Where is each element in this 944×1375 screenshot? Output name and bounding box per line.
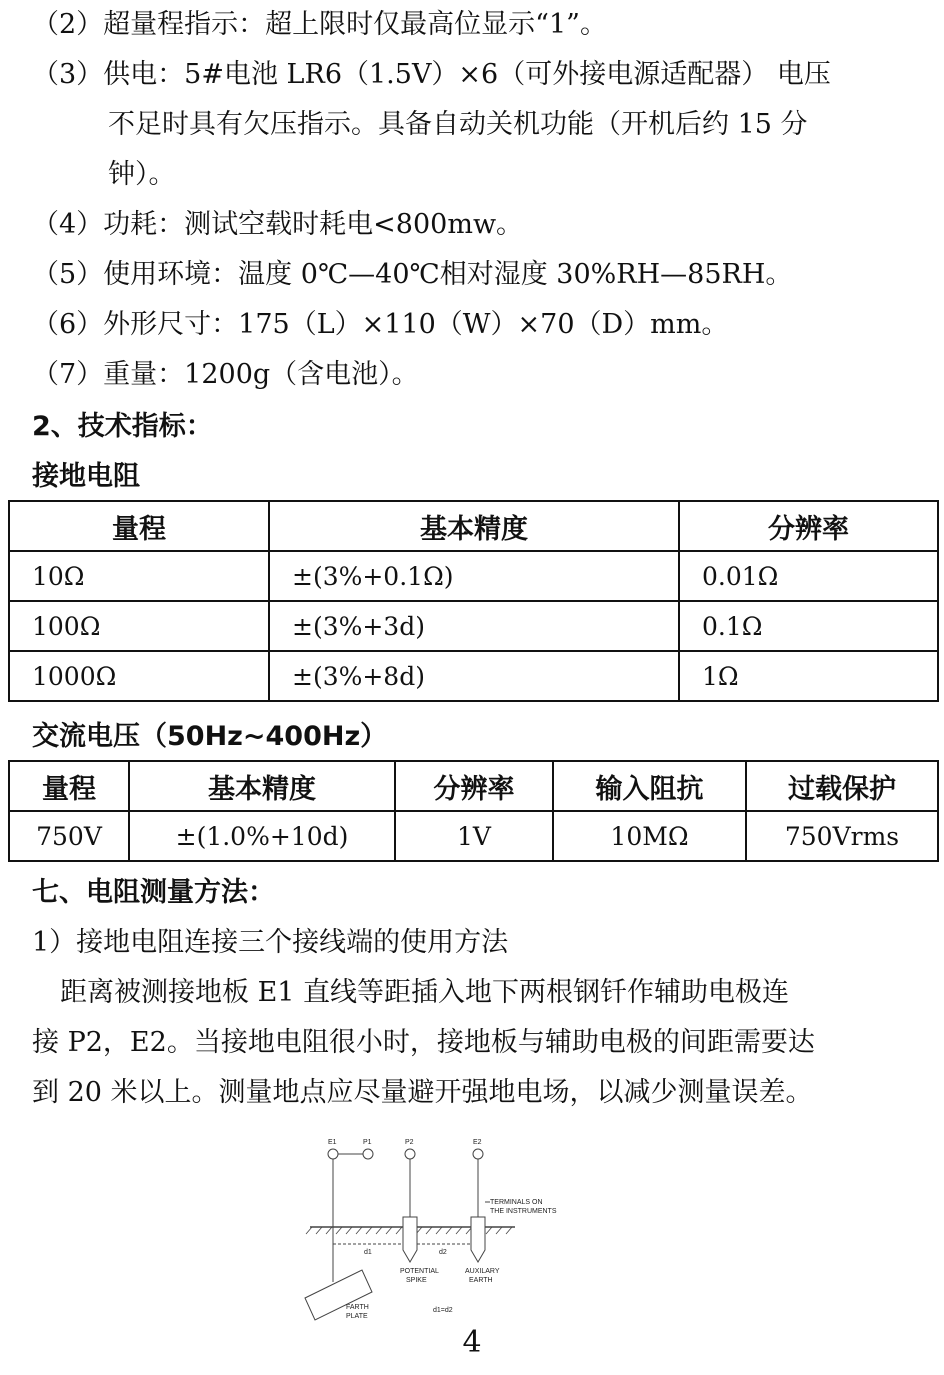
method-paragraph-line: 接 P2，E2。当接地电阻很小时，接地板与辅助电极的间距需要达 [32,1027,815,1058]
label-potential-line2: SPIKE [406,1277,427,1284]
header-range: 量程 [9,501,269,551]
cell-range: 1000Ω [9,651,269,701]
label-d1: d1 [364,1249,372,1256]
header-overload: 过载保护 [746,761,938,811]
spec-item-7: （7）重量：1200g（含电池）。 [32,359,419,390]
label-e1: E1 [328,1139,337,1146]
table-header-row [9,761,938,811]
header-range: 量程 [9,761,129,811]
potential-spike [403,1217,417,1262]
header-input-impedance: 输入阻抗 [553,761,746,811]
table-row [9,811,938,861]
auxiliary-spike [471,1217,485,1262]
section-heading-tech: 2、技术指标： [32,411,213,442]
ac-voltage-table [8,760,939,862]
terminal-e1 [328,1149,338,1159]
header-accuracy: 基本精度 [269,501,679,551]
table-row [9,601,938,651]
terminal-p2 [405,1149,415,1159]
table-row [9,651,938,701]
header-resolution: 分辨率 [395,761,553,811]
label-terminals-line1: TERMINALS ON [490,1199,543,1206]
label-aux-line2: EARTH [469,1277,493,1284]
cell-range: 100Ω [9,601,269,651]
table-header-row [9,501,938,551]
cell-overload: 750Vrms [746,811,938,861]
earth-resistance-table [8,500,939,702]
label-plate-line1: FARTH [346,1304,369,1311]
spec-item-6: （6）外形尺寸：175（L）×110（W）×70（D）mm。 [32,309,729,340]
ac-table-caption: 交流电压（50Hz~400Hz） [32,721,388,752]
cell-accuracy: ±(1.0%+10d) [129,811,395,861]
page-number: 4 [462,1325,482,1360]
label-potential-line1: POTENTIAL [400,1268,439,1275]
spec-item-3-cont: 不足时具有欠压指示。具备自动关机功能（开机后约 15 分 [108,109,808,140]
label-e2: E2 [473,1139,482,1146]
label-plate-line2: PLATE [346,1313,368,1320]
header-accuracy: 基本精度 [129,761,395,811]
cell-range: 10Ω [9,551,269,601]
earth-test-diagram [300,1132,600,1327]
spec-item-5: （5）使用环境：温度 0℃—40℃相对湿度 30%RH—85RH。 [32,259,793,290]
spec-item-3: （3）供电：5#电池 LR6（1.5V）×6（可外接电源适配器） 电压 [32,59,831,90]
spec-item-4: （4）功耗：测试空载时耗电<800mw。 [32,209,524,240]
label-aux-line1: AUXILARY [465,1268,500,1275]
header-resolution: 分辨率 [679,501,938,551]
cell-resolution: 1Ω [679,651,938,701]
cell-resolution: 0.1Ω [679,601,938,651]
spec-item-3-cont2: 钟）。 [108,159,176,190]
method-paragraph-line: 到 20 米以上。测量地点应尽量避开强地电场，以减少测量误差。 [32,1077,813,1108]
label-p2: P2 [405,1139,414,1146]
terminal-p1 [363,1149,373,1159]
cell-resolution: 1V [395,811,553,861]
spec-item-2: （2）超量程指示：超上限时仅最高位显示“1”。 [32,9,607,40]
label-d-equal: d1=d2 [433,1307,453,1314]
cell-resolution: 0.01Ω [679,551,938,601]
method-paragraph-line: 距离被测接地板 E1 直线等距插入地下两根钢钎作辅助电极连 [60,977,790,1008]
cell-range: 750V [9,811,129,861]
table-row [9,551,938,601]
label-d2: d2 [439,1249,447,1256]
method-title: 1）接地电阻连接三个接线端的使用方法 [32,927,509,958]
label-p1: P1 [363,1139,372,1146]
label-terminals-line2: THE INSTRUMENTS [490,1208,557,1215]
cell-input-impedance: 10MΩ [553,811,746,861]
cell-accuracy: ±(3%+8d) [269,651,679,701]
earth-table-caption: 接地电阻 [32,461,140,492]
section-heading-method: 七、电阻测量方法： [32,877,275,908]
cell-accuracy: ±(3%+0.1Ω) [269,551,679,601]
cell-accuracy: ±(3%+3d) [269,601,679,651]
terminal-e2 [473,1149,483,1159]
